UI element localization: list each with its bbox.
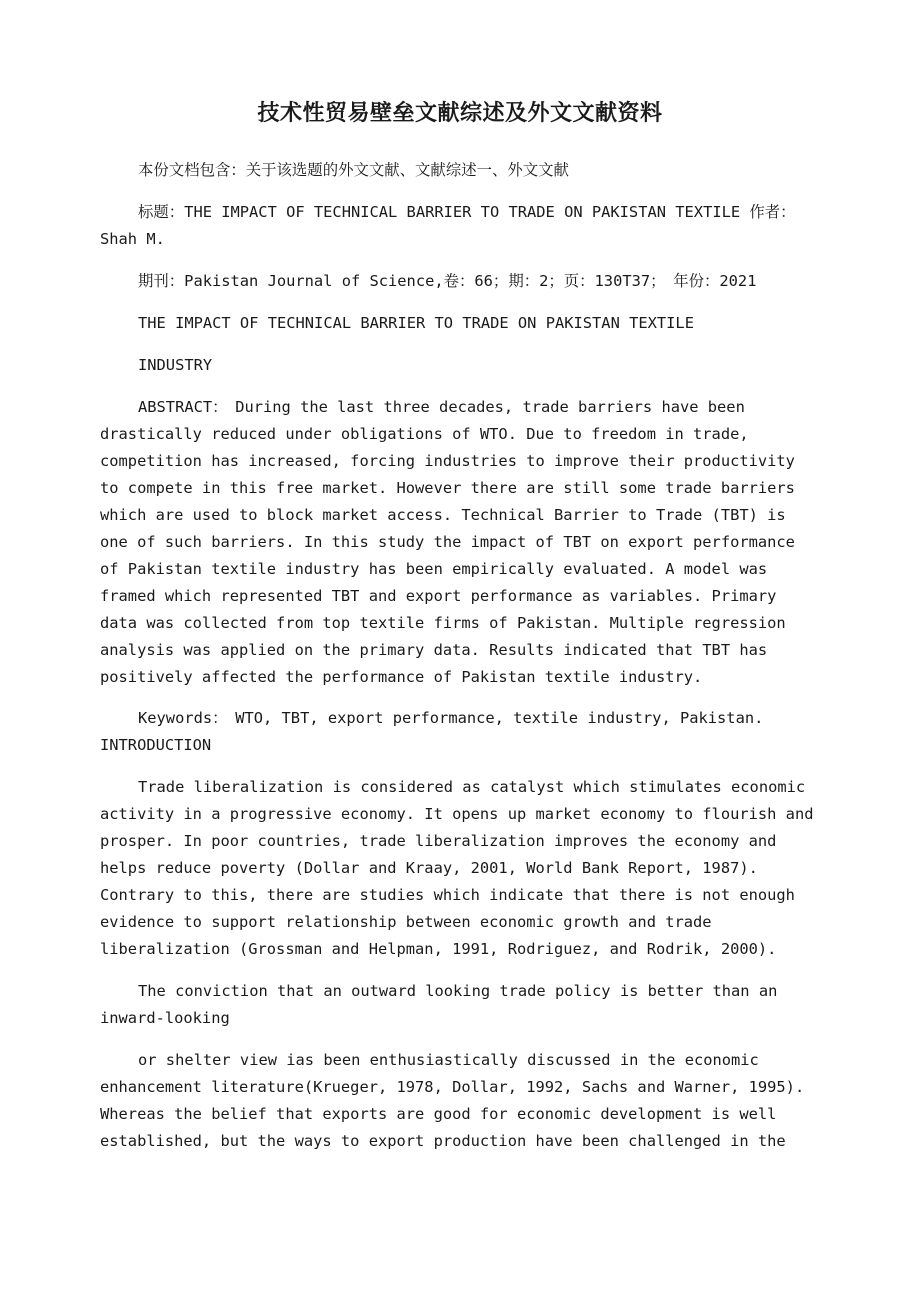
intro-paragraph-1: Trade liberalization is considered as catalyst which stimulates economic activity in a progressive economy. It opens up market economy to flourish and prosper. In poor countries, trade liberalization improves the economy and helps reduce poverty (Dollar and Kraay, 2001, World Bank Report, 1987). Contrary to this, there are studies which indicate that there is not enough evidence to support relationship between economic growth and trade liberalization (Grossman and Helpman, 1991, Rodriguez, and Rodrik, 2000).	[100, 778, 814, 958]
introduction-heading: INTRODUCTION	[100, 736, 212, 754]
intro-paragraph-2: The conviction that an outward looking trade policy is better than an inward-looking	[100, 982, 778, 1027]
document-title: 技术性贸易壁垒文献综述及外文文献资料	[257, 100, 663, 126]
paper-title-line-1: THE IMPACT OF TECHNICAL BARRIER TO TRADE ON PAKISTAN TEXTILE	[138, 314, 694, 332]
paper-title-line-2: INDUSTRY	[138, 356, 213, 374]
journal-line: 期刊：Pakistan Journal of Science,卷：66；期：2；页：130T37； 年份：2021	[138, 272, 757, 290]
keywords-line: Keywords： WTO, TBT, export performance, textile industry, Pakistan.	[138, 709, 764, 727]
intro-paragraph-3: or shelter view ias been enthusiastically discussed in the economic enhancement literature(Krueger, 1978, Dollar, 1992, Sachs and Warner, 1995). Whereas the belief that exports are good for economic development is well established, but the ways to export production have been challenged in the	[100, 1051, 805, 1150]
contents-line: 本份文档包含：关于该选题的外文文献、文献综述一、外文文献	[138, 161, 569, 179]
abstract-paragraph: ABSTRACT： During the last three decades, trade barriers have been drastically reduced under obligations of WTO. Due to freedom in trade, competition has increased, forcing industries to improve their productivity to compete in this free market. However there are still some trade barriers which are used to block market access. Technical Barrier to Trade (TBT) is one of such barriers. In this study the impact of TBT on export performance of Pakistan textile industry has been empirically evaluated. A model was framed which represented TBT and export performance as variables. Primary data was collected from top textile firms of Pakistan. Multiple regression analysis was applied on the primary data. Results indicated that TBT has positively affected the performance of Pakistan textile industry.	[100, 398, 795, 686]
title-author-line: 标题：THE IMPACT OF TECHNICAL BARRIER TO TRADE ON PAKISTAN TEXTILE 作者： Shah M.	[100, 203, 796, 248]
